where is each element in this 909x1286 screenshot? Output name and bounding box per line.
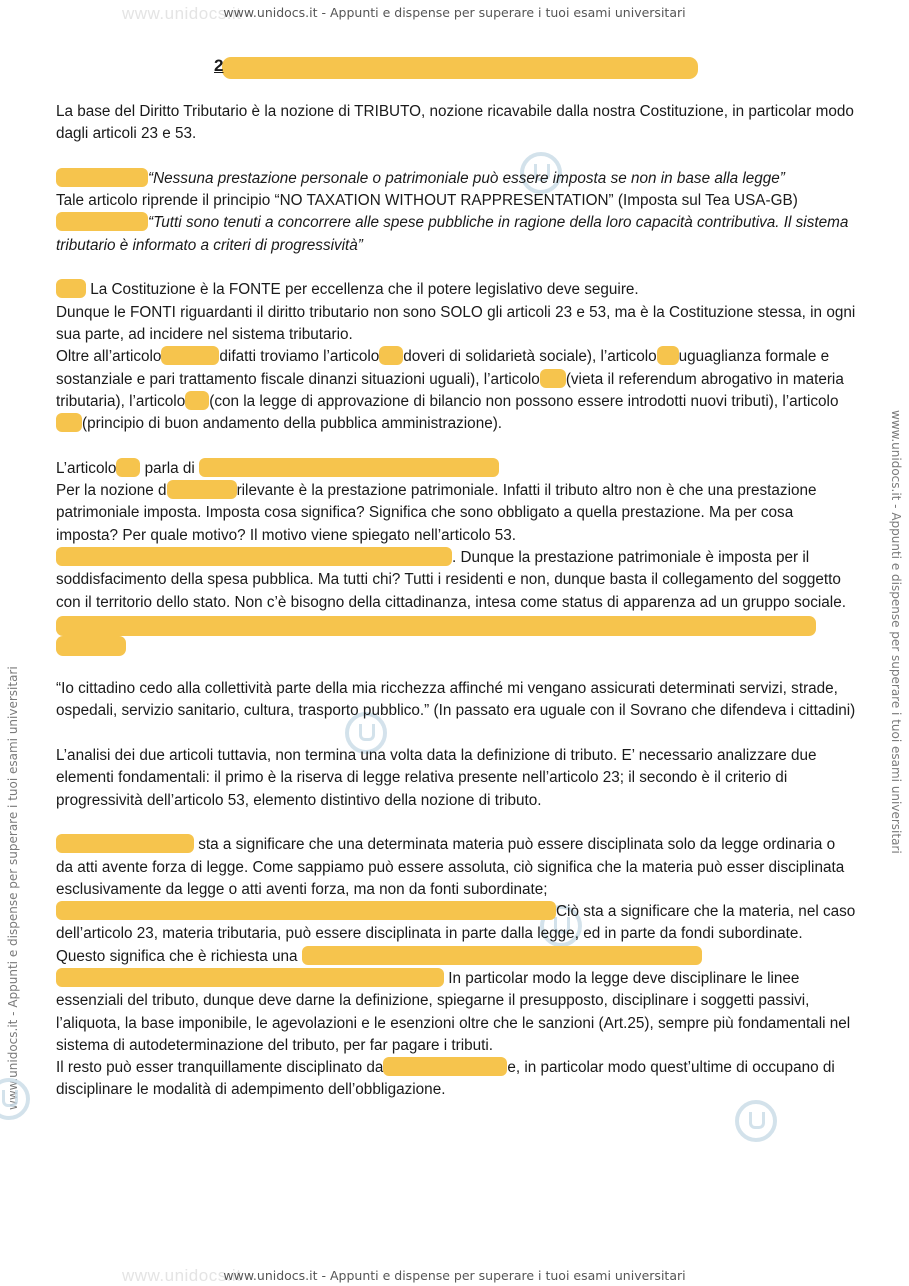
quote-art53: “Tutti sono tenuti a concorrere alle spese pubbliche in ragione della loro capacità contributiva. Il sistema tributario è informato a criteri di progressività” [56,214,849,254]
redacted-highlight [657,346,679,365]
quote-art23-note: Tale articolo riprende il principio “NO TAXATION WITHOUT RAPPRESENTATION” (Imposta sul Tea USA-GB) [56,192,798,210]
redacted-highlight [540,369,566,388]
redacted-highlight [302,946,702,965]
redacted-highlight [116,458,140,477]
redacted-highlight [56,212,148,231]
redacted-highlight [167,480,237,499]
title-highlight [222,57,698,79]
page-header[interactable]: www.unidocs.it - Appunti e dispense per superare i tuoi esami universitari [223,5,686,20]
redacted-highlight [383,1057,507,1076]
page-footer[interactable]: www.unidocs.it - Appunti e dispense per superare i tuoi esami universitari [223,1268,686,1283]
redacted-highlight [56,834,194,853]
redacted-highlight-block [56,636,126,656]
intro-paragraph: La base del Diritto Tributario è la nozione di TRIBUTO, nozione ricavabile dalla nostra Costituzione, in particolar modo dagli articoli 23 e 53. [56,103,854,143]
redacted-highlight [56,547,452,566]
redacted-highlight [56,968,444,987]
tributo-paragraph: L’articolo parla di Per la nozione d rilevante è la prestazione patrimoniale. Infatti il tributo altro non è che una prestazione patrimoniale imposta. Imposta cosa significa? Significa che sono obbligato a quella prestazione. Ma per cosa imposta? Per quale motivo? Il motivo viene spiegato nell’articolo 53. . Dunque la prestazione patrimoniale è imposta per il soddisfacimento della spesa pubblica. Ma tutti chi? Tutti i residenti e non, dunque basta il collegamento del soggetto con il territorio dello stato. Non c’è bisogno della cittadinanza, intesa come status di apparenza ad un gruppo sociale. [56,458,856,656]
analysis-paragraph: L’analisi dei due articoli tuttavia, non termina una volta data la definizione di tributo. E’ necessario analizzare due elementi fondamentali: il primo è la riserva di legge relativa presente nell’articolo 23; il secondo è il criterio di progressività dell’articolo 53, elemento distintivo della nozione di tributo. [56,747,817,809]
side-watermark-left: www.unidocs.it - Appunti e dispense per superare i tuoi esami universitari [6,666,20,1110]
constitution-quotes [56,168,856,257]
redacted-highlight [161,346,219,365]
quote-art23: “Nessuna prestazione personale o patrimoniale può essere imposta se non in base alla legge” [148,169,785,187]
sources-paragraph: La Costituzione è la FONTE per eccellenza che il potere legislativo deve seguire. Dunque le FONTI riguardanti il diritto tributario non sono SOLO gli articoli 23 e 53, ma è la Costituzione stessa, in ogni sua parte, ad incidere nel sistema tributario. Oltre all’articolo difatti troviamo l’articolo doveri di solidarietà sociale), l’articolo uguaglianza formale e sostanziale e pari trattamento fiscale dinanzi situazioni uguali), l’articolo (vieta il referendum abrogativo in materia tributaria), l’articolo (con la legge di approvazione di bilancio non possono essere introdotti nuovi tributi), l’articolo(principio di buon andamento della pubblica amministrazione). [56,281,856,433]
redacted-highlight [185,391,209,410]
riserva-paragraph: sta a significare che una determinata materia può essere disciplinata solo da legge ordinaria o da atti avente forza di legge. Come sappiamo può essere assoluta, ciò significa che la materia può esser disciplinata esclusivamente da legge o atti aventi forza, ma non da fonti subordinate; Ciò sta a significare che la materia, nel caso dell’articolo 23, materia tributaria, può essere disciplinata in parte dalla legge, ed in parte da fondi subordinate. Questo significa che è richiesta una In particolar modo la legge deve disciplinare le linee essenziali del tributo, dunque deve darne la definizione, spiegarne il presupposto, disciplinare i soggetti passivi, l’aliquota, la base imponibile, le agevolazioni e le esenzioni oltre che le sanzioni (Art.25), sempre più fondamentali nel sistema di autodeterminazione del tributo, per far pagare i tributi. Il resto può esser tranquillamente disciplinato da e, in particolar modo quest’ultime di occupano di disciplinare le modalità di adempimento dell’obbligazione. [56,836,856,1099]
citizen-quote-paragraph: “Io cittadino cedo alla collettività parte della mia ricchezza affinché mi vengano assicurati determinati servizi, strade, ospedali, servizio sanitario, cultura, trasporto pubblico.” (In passato era uguale con il Sovrano che difendeva i cittadini) [56,680,856,720]
side-watermark-right: www.unidocs.it - Appunti e dispense per superare i tuoi esami universitari [889,410,903,854]
redacted-highlight [199,458,499,477]
redacted-highlight [56,168,148,187]
background-watermark: www.unidocs.it [122,4,242,23]
background-watermark: www.unidocs.it [122,1266,242,1285]
redacted-highlight [379,346,403,365]
redacted-highlight [56,901,556,920]
unidocs-logo-icon [0,1078,30,1120]
page-title: 2 [214,56,224,75]
document-body [56,101,856,1124]
redacted-highlight [56,413,82,432]
redacted-highlight-block [56,616,816,636]
redacted-highlight [56,279,86,298]
